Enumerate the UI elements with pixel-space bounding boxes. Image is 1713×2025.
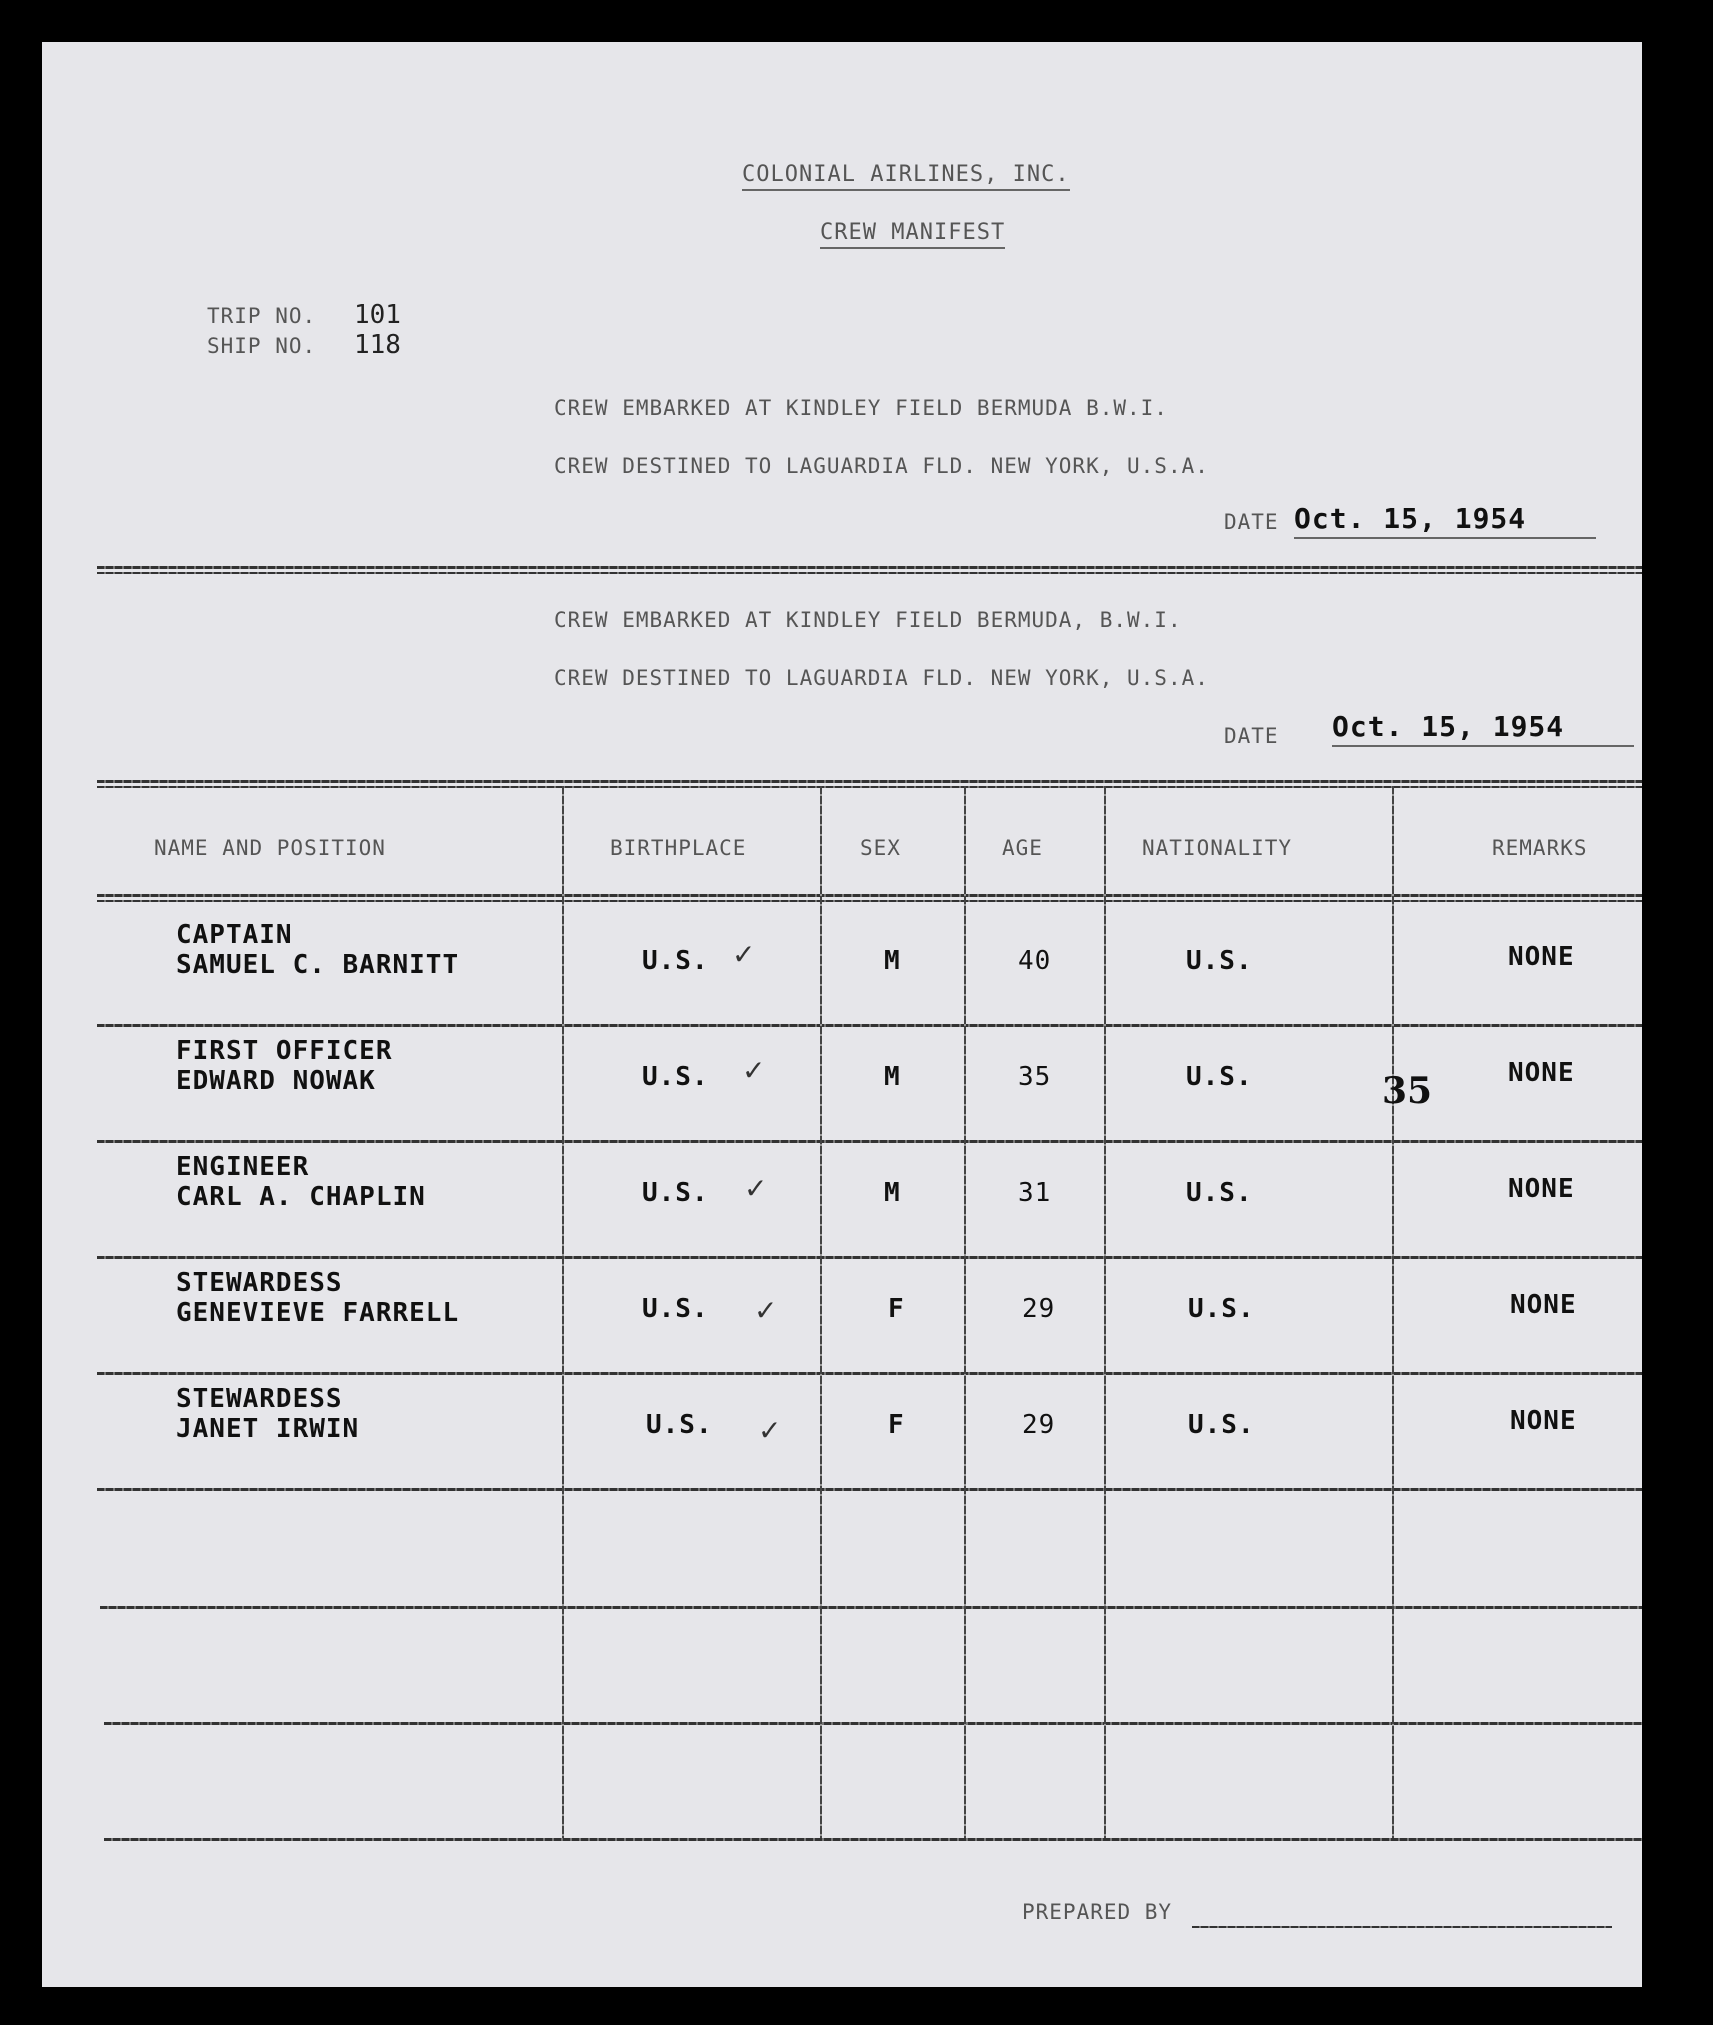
row-divider — [97, 1372, 1642, 1375]
crew-birthplace: U.S. — [642, 1178, 709, 1208]
crew-nationality: U.S. — [1186, 1178, 1253, 1208]
prepared-by-label: PREPARED BY — [1022, 1900, 1173, 1924]
crew-name: SAMUEL C. BARNITT — [176, 950, 460, 980]
crew-nationality: U.S. — [1186, 946, 1253, 976]
crew-remarks: NONE — [1508, 942, 1575, 972]
table-top-border — [97, 780, 1642, 783]
crew-sex: M — [884, 946, 901, 976]
header-birthplace: BIRTHPLACE — [610, 836, 747, 860]
crew-remarks: NONE — [1510, 1406, 1577, 1436]
company-name: COLONIAL AIRLINES, INC. — [742, 162, 1070, 191]
embarked-line-1: CREW EMBARKED AT KINDLEY FIELD BERMUDA B.W.I. — [554, 396, 1168, 420]
crew-remarks: NONE — [1508, 1174, 1575, 1204]
crew-sex: F — [888, 1294, 905, 1324]
table-top-border-2 — [97, 786, 1642, 788]
header-nationality: NATIONALITY — [1142, 836, 1293, 860]
row-divider — [104, 1722, 1642, 1725]
crew-sex: F — [888, 1410, 905, 1440]
crew-sex: M — [884, 1062, 901, 1092]
crew-name: JANET IRWIN — [176, 1414, 360, 1444]
crew-remarks: NONE — [1508, 1058, 1575, 1088]
crew-birthplace: U.S. — [646, 1410, 713, 1440]
crew-birthplace: U.S. — [642, 1062, 709, 1092]
header-bottom-border — [97, 894, 1642, 897]
trip-number-value: 101 — [354, 300, 401, 330]
crew-name: EDWARD NOWAK — [176, 1066, 376, 1096]
crew-birthplace: U.S. — [642, 946, 709, 976]
crew-age: 29 — [1022, 1294, 1056, 1324]
header-remarks: REMARKS — [1492, 836, 1588, 860]
column-divider — [1104, 786, 1106, 1838]
check-mark-icon: ✓ — [732, 938, 756, 971]
crew-birthplace: U.S. — [642, 1294, 709, 1324]
embarked-line-2: CREW EMBARKED AT KINDLEY FIELD BERMUDA, B.W.I. — [554, 608, 1182, 632]
crew-position: STEWARDESS — [176, 1384, 343, 1414]
check-mark-icon: ✓ — [742, 1054, 766, 1087]
check-mark-icon: ✓ — [758, 1414, 782, 1447]
row-divider — [97, 1488, 1642, 1491]
header-name-position: NAME AND POSITION — [154, 836, 386, 860]
prepared-by-signature-line — [1192, 1926, 1612, 1928]
row-divider — [97, 1024, 1642, 1027]
crew-sex: M — [884, 1178, 901, 1208]
column-divider — [964, 786, 966, 1838]
crew-nationality: U.S. — [1188, 1410, 1255, 1440]
crew-remarks: NONE — [1510, 1290, 1577, 1320]
row-divider — [97, 1140, 1642, 1143]
check-mark-icon: ✓ — [754, 1294, 778, 1327]
header-bottom-border-2 — [97, 900, 1642, 902]
section-divider — [97, 566, 1642, 569]
crew-nationality: U.S. — [1188, 1294, 1255, 1324]
document-title: CREW MANIFEST — [820, 220, 1005, 249]
crew-position: ENGINEER — [176, 1152, 310, 1182]
crew-name: CARL A. CHAPLIN — [176, 1182, 426, 1212]
row-divider — [97, 1256, 1642, 1259]
section-divider-2 — [97, 572, 1642, 574]
column-divider — [820, 786, 822, 1838]
stamped-number: 35 — [1382, 1070, 1433, 1112]
date-value-1: Oct. 15, 1954 — [1294, 502, 1596, 539]
crew-age: 31 — [1018, 1178, 1052, 1208]
ship-number-value: 118 — [354, 330, 401, 360]
crew-age: 29 — [1022, 1410, 1056, 1440]
table-bottom-border — [104, 1838, 1642, 1841]
header-age: AGE — [1002, 836, 1043, 860]
row-divider — [100, 1606, 1642, 1609]
crew-age: 40 — [1018, 946, 1052, 976]
manifest-page — [42, 42, 1642, 1987]
date-value-2: Oct. 15, 1954 — [1332, 710, 1634, 747]
crew-position: FIRST OFFICER — [176, 1036, 393, 1066]
date-label-2: DATE — [1224, 724, 1279, 748]
crew-position: CAPTAIN — [176, 920, 293, 950]
column-divider — [562, 786, 564, 1838]
crew-age: 35 — [1018, 1062, 1052, 1092]
check-mark-icon: ✓ — [744, 1172, 768, 1205]
header-sex: SEX — [860, 836, 901, 860]
column-divider — [1392, 786, 1394, 1838]
destined-line-1: CREW DESTINED TO LAGUARDIA FLD. NEW YORK, U.S.A. — [554, 454, 1209, 478]
date-label-1: DATE — [1224, 510, 1279, 534]
destined-line-2: CREW DESTINED TO LAGUARDIA FLD. NEW YORK, U.S.A. — [554, 666, 1209, 690]
crew-position: STEWARDESS — [176, 1268, 343, 1298]
crew-nationality: U.S. — [1186, 1062, 1253, 1092]
crew-name: GENEVIEVE FARRELL — [176, 1298, 460, 1328]
ship-number-label: SHIP NO. — [207, 334, 317, 358]
trip-number-label: TRIP NO. — [207, 304, 317, 328]
